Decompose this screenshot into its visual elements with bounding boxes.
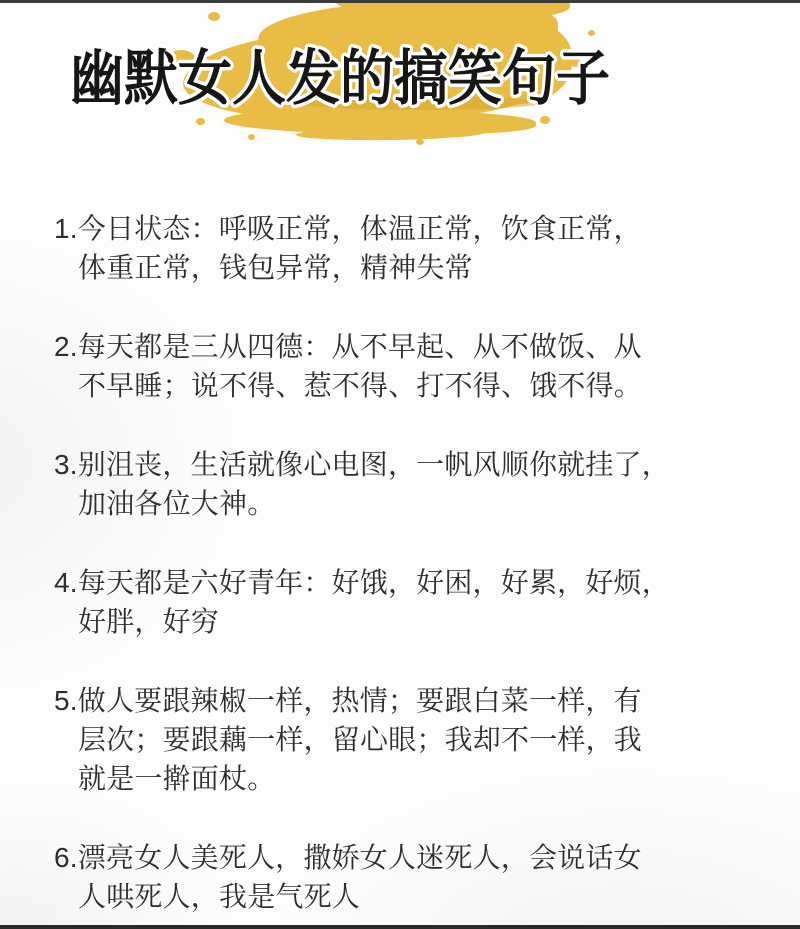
list-item-line: 加油各位大神。 (78, 488, 276, 519)
list-item-line: 就是一擀面杖。 (78, 763, 276, 794)
list-item-line: 人哄死人，我是气死人 (78, 881, 361, 912)
joke-list (0, 165, 800, 929)
list-item-line: 1.今日状态：呼吸正常，体温正常，饮食正常， (54, 213, 642, 244)
list-item-line: 不早睡；说不得、惹不得、打不得、饿不得。 (78, 370, 643, 401)
list-item-line: 体重正常，钱包异常，精神失常 (78, 252, 473, 283)
list-item (54, 681, 764, 798)
list-item-line: 2.每天都是三从四德：从不早起、从不做饭、从 (54, 331, 642, 362)
top-border (0, 0, 800, 3)
list-item-line: 4.每天都是六好青年：好饿，好困，好累，好烦， (54, 567, 670, 598)
bottom-border (0, 925, 800, 929)
list-item-line: 层次；要跟藕一样，留心眼；我却不一样，我 (78, 724, 643, 755)
list-item (54, 445, 764, 523)
page-title: 幽默女人发的搞笑句子 (70, 45, 610, 112)
list-item (54, 838, 764, 916)
list-item (54, 327, 764, 405)
list-item (54, 563, 764, 641)
list-item-line: 6.漂亮女人美死人，撒娇女人迷死人，会说话女 (54, 842, 642, 873)
list-item-line: 好胖，好穷 (78, 606, 220, 637)
list-item-line: 3.别沮丧，生活就像心电图，一帆风顺你就挂了， (54, 449, 670, 480)
list-item-line: 5.做人要跟辣椒一样，热情；要跟白菜一样，有 (54, 685, 642, 716)
title-area (0, 0, 800, 165)
list-item (54, 209, 764, 287)
page-title-svg (0, 0, 800, 165)
